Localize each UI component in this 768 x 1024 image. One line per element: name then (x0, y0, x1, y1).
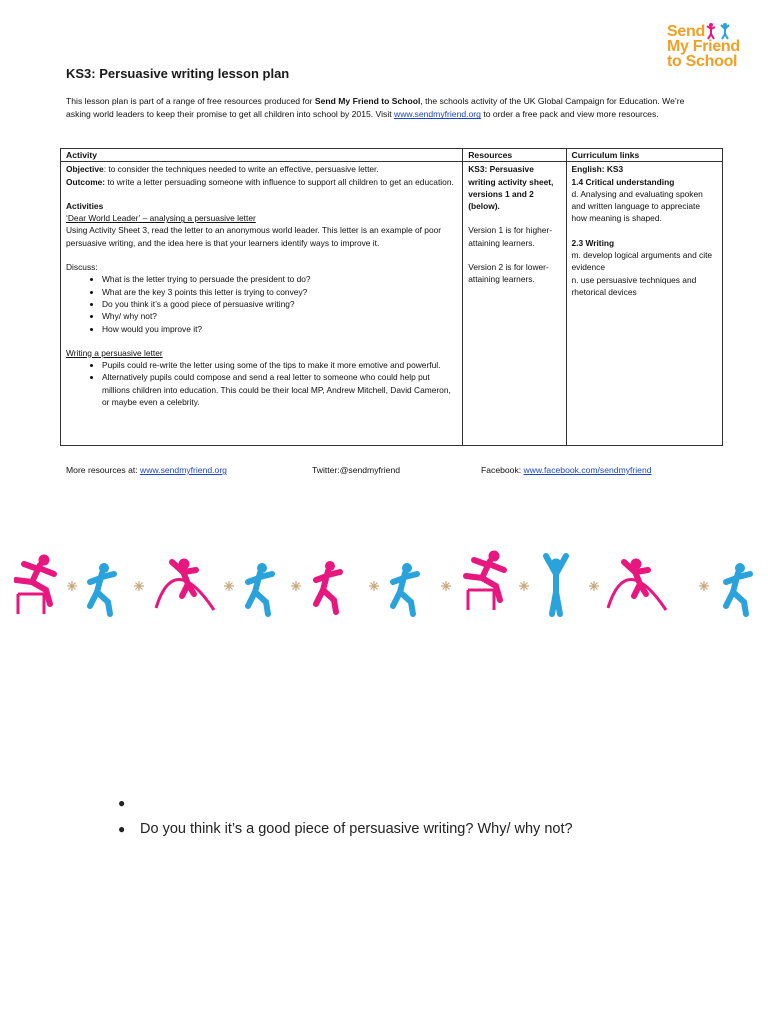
activity-paragraph: Using Activity Sheet 3, read the letter to an anonymous world leader. This letter is an example of poor persuasive writing, and the idea here is that your learners identify ways to improve it. (66, 225, 442, 248)
runner-icon (316, 562, 340, 613)
logo-line-1: Send (667, 23, 705, 40)
runner-icon (726, 564, 750, 615)
runner-icon (90, 564, 114, 615)
pole-vaulter-icon (608, 559, 666, 610)
curriculum-subheading-2: 2.3 Writing (571, 237, 615, 248)
outcome-label: Outcome: (66, 176, 106, 187)
list-item (118, 790, 573, 816)
footer-facebook-label: Facebook: (481, 465, 524, 475)
athletes-banner (14, 548, 768, 618)
objective (66, 163, 457, 175)
footer-more-label: More resources at: (66, 465, 141, 475)
activities-heading: Activities (66, 200, 104, 211)
intro-text-3: to order a free pack and view more resources. (480, 109, 659, 120)
curriculum-text-2: m. develop logical arguments and cite evidence (571, 250, 713, 273)
cheering-child-icon (546, 556, 566, 614)
resources-title: KS3: Persuasive writing activity sheet, versions 1 and 2 (below). (468, 164, 554, 212)
list-item: • What is the letter trying to persuade the president to do? (102, 273, 457, 285)
curriculum-subheading-1: 1.4 Critical understanding (571, 176, 675, 187)
star-icon (699, 581, 709, 591)
bullet-icon: ● (118, 822, 126, 836)
hurdler-icon (466, 551, 504, 610)
logo-figures-icon (705, 22, 737, 40)
logo-line-3: to School (667, 53, 738, 70)
star-icon (369, 581, 379, 591)
star-icon (441, 581, 451, 591)
resources-version-1: Version 1 is for higher-attaining learners. (468, 225, 552, 248)
bottom-bullet-list (118, 790, 573, 842)
discuss-list (66, 273, 457, 334)
discuss-label: Discuss: (66, 262, 98, 273)
runner-icon (248, 564, 272, 615)
list-item: • Why/ why not? (102, 310, 457, 322)
outcome-text: to write a letter persuading someone with influence to support all children to get an education. (105, 176, 454, 187)
bottom-bullet-text-2: Do you think it’s a good piece of persuasive writing? Why/ why not? (140, 821, 573, 837)
list-item: • Do you think it’s a good piece of persuasive writing? (102, 298, 457, 310)
send-my-friend-logo (667, 24, 751, 69)
curriculum-text-3: n. use persuasive techniques and rhetorical devices (571, 274, 697, 297)
curriculum-text-1: d. Analysing and evaluating spoken and written language to appreciate how meaning is shaped. (571, 188, 703, 224)
writing-list (66, 359, 457, 408)
footer-facebook (481, 465, 652, 475)
footer-website-link[interactable]: www.sendmyfriend.org (140, 465, 227, 475)
lesson-plan-table (60, 148, 723, 446)
curriculum-cell (566, 162, 723, 446)
footer-more-resources (66, 465, 227, 475)
list-item: • What are the key 3 points this letter is trying to convey? (102, 286, 457, 298)
footer-facebook-link[interactable]: www.facebook.com/sendmyfriend (523, 465, 652, 475)
intro-text-2: , the schools activity of the UK Global Campaign for Education. We’re asking world leaders to keep their promise to get all children into school by 2015. Visit (66, 96, 685, 120)
intro-brand: Send My Friend to School (314, 96, 421, 106)
activity-subheading-1: ‘Dear World Leader’ – analysing a persuasive letter (66, 213, 256, 224)
outcome (66, 176, 457, 188)
resources-cell (463, 162, 566, 446)
list-item: • Pupils could re-write the letter using some of the tips to make it more emotive and powerful. (102, 359, 457, 371)
bullet-icon: ● (118, 796, 126, 810)
star-icon (291, 581, 301, 591)
intro-text-1: This lesson plan is part of a range of free resources produced for (66, 96, 315, 106)
header-curriculum: Curriculum links (566, 149, 723, 162)
objective-label: Objective (66, 164, 104, 175)
list-item (118, 816, 573, 842)
star-icon (67, 581, 77, 591)
header-activity: Activity (61, 149, 463, 162)
curriculum-heading: English: KS3 (571, 164, 624, 175)
runner-icon (393, 564, 417, 615)
intro-paragraph (66, 95, 706, 122)
list-item: • Alternatively pupils could compose and send a real letter to someone who could help put millions children into education. This could be their local MP, Andrew Mitchell, David Cameron, or maybe even a celebrity. (102, 371, 457, 408)
activity-subheading-2: Writing a persuasive letter (66, 347, 163, 358)
list-item: • How would you improve it? (102, 323, 457, 335)
star-icon (224, 581, 234, 591)
activity-cell (61, 162, 463, 446)
header-resources: Resources (463, 149, 566, 162)
table-header-row (61, 149, 723, 162)
page-title: KS3: Persuasive writing lesson plan (66, 66, 290, 81)
star-icon (589, 581, 599, 591)
pole-vaulter-icon (156, 559, 214, 610)
footer-twitter: Twitter:@sendmyfriend (312, 465, 401, 475)
logo-line-2: My Friend (667, 38, 740, 55)
star-icon (134, 581, 144, 591)
hurdler-icon (16, 555, 54, 614)
resources-version-2: Version 2 is for lower-attaining learners. (468, 262, 549, 285)
intro-website-link[interactable]: www.sendmyfriend.org (394, 109, 481, 120)
star-icon (519, 581, 529, 591)
table-row (61, 162, 723, 446)
objective-text: : to consider the techniques needed to write an effective, persuasive letter. (103, 164, 379, 175)
